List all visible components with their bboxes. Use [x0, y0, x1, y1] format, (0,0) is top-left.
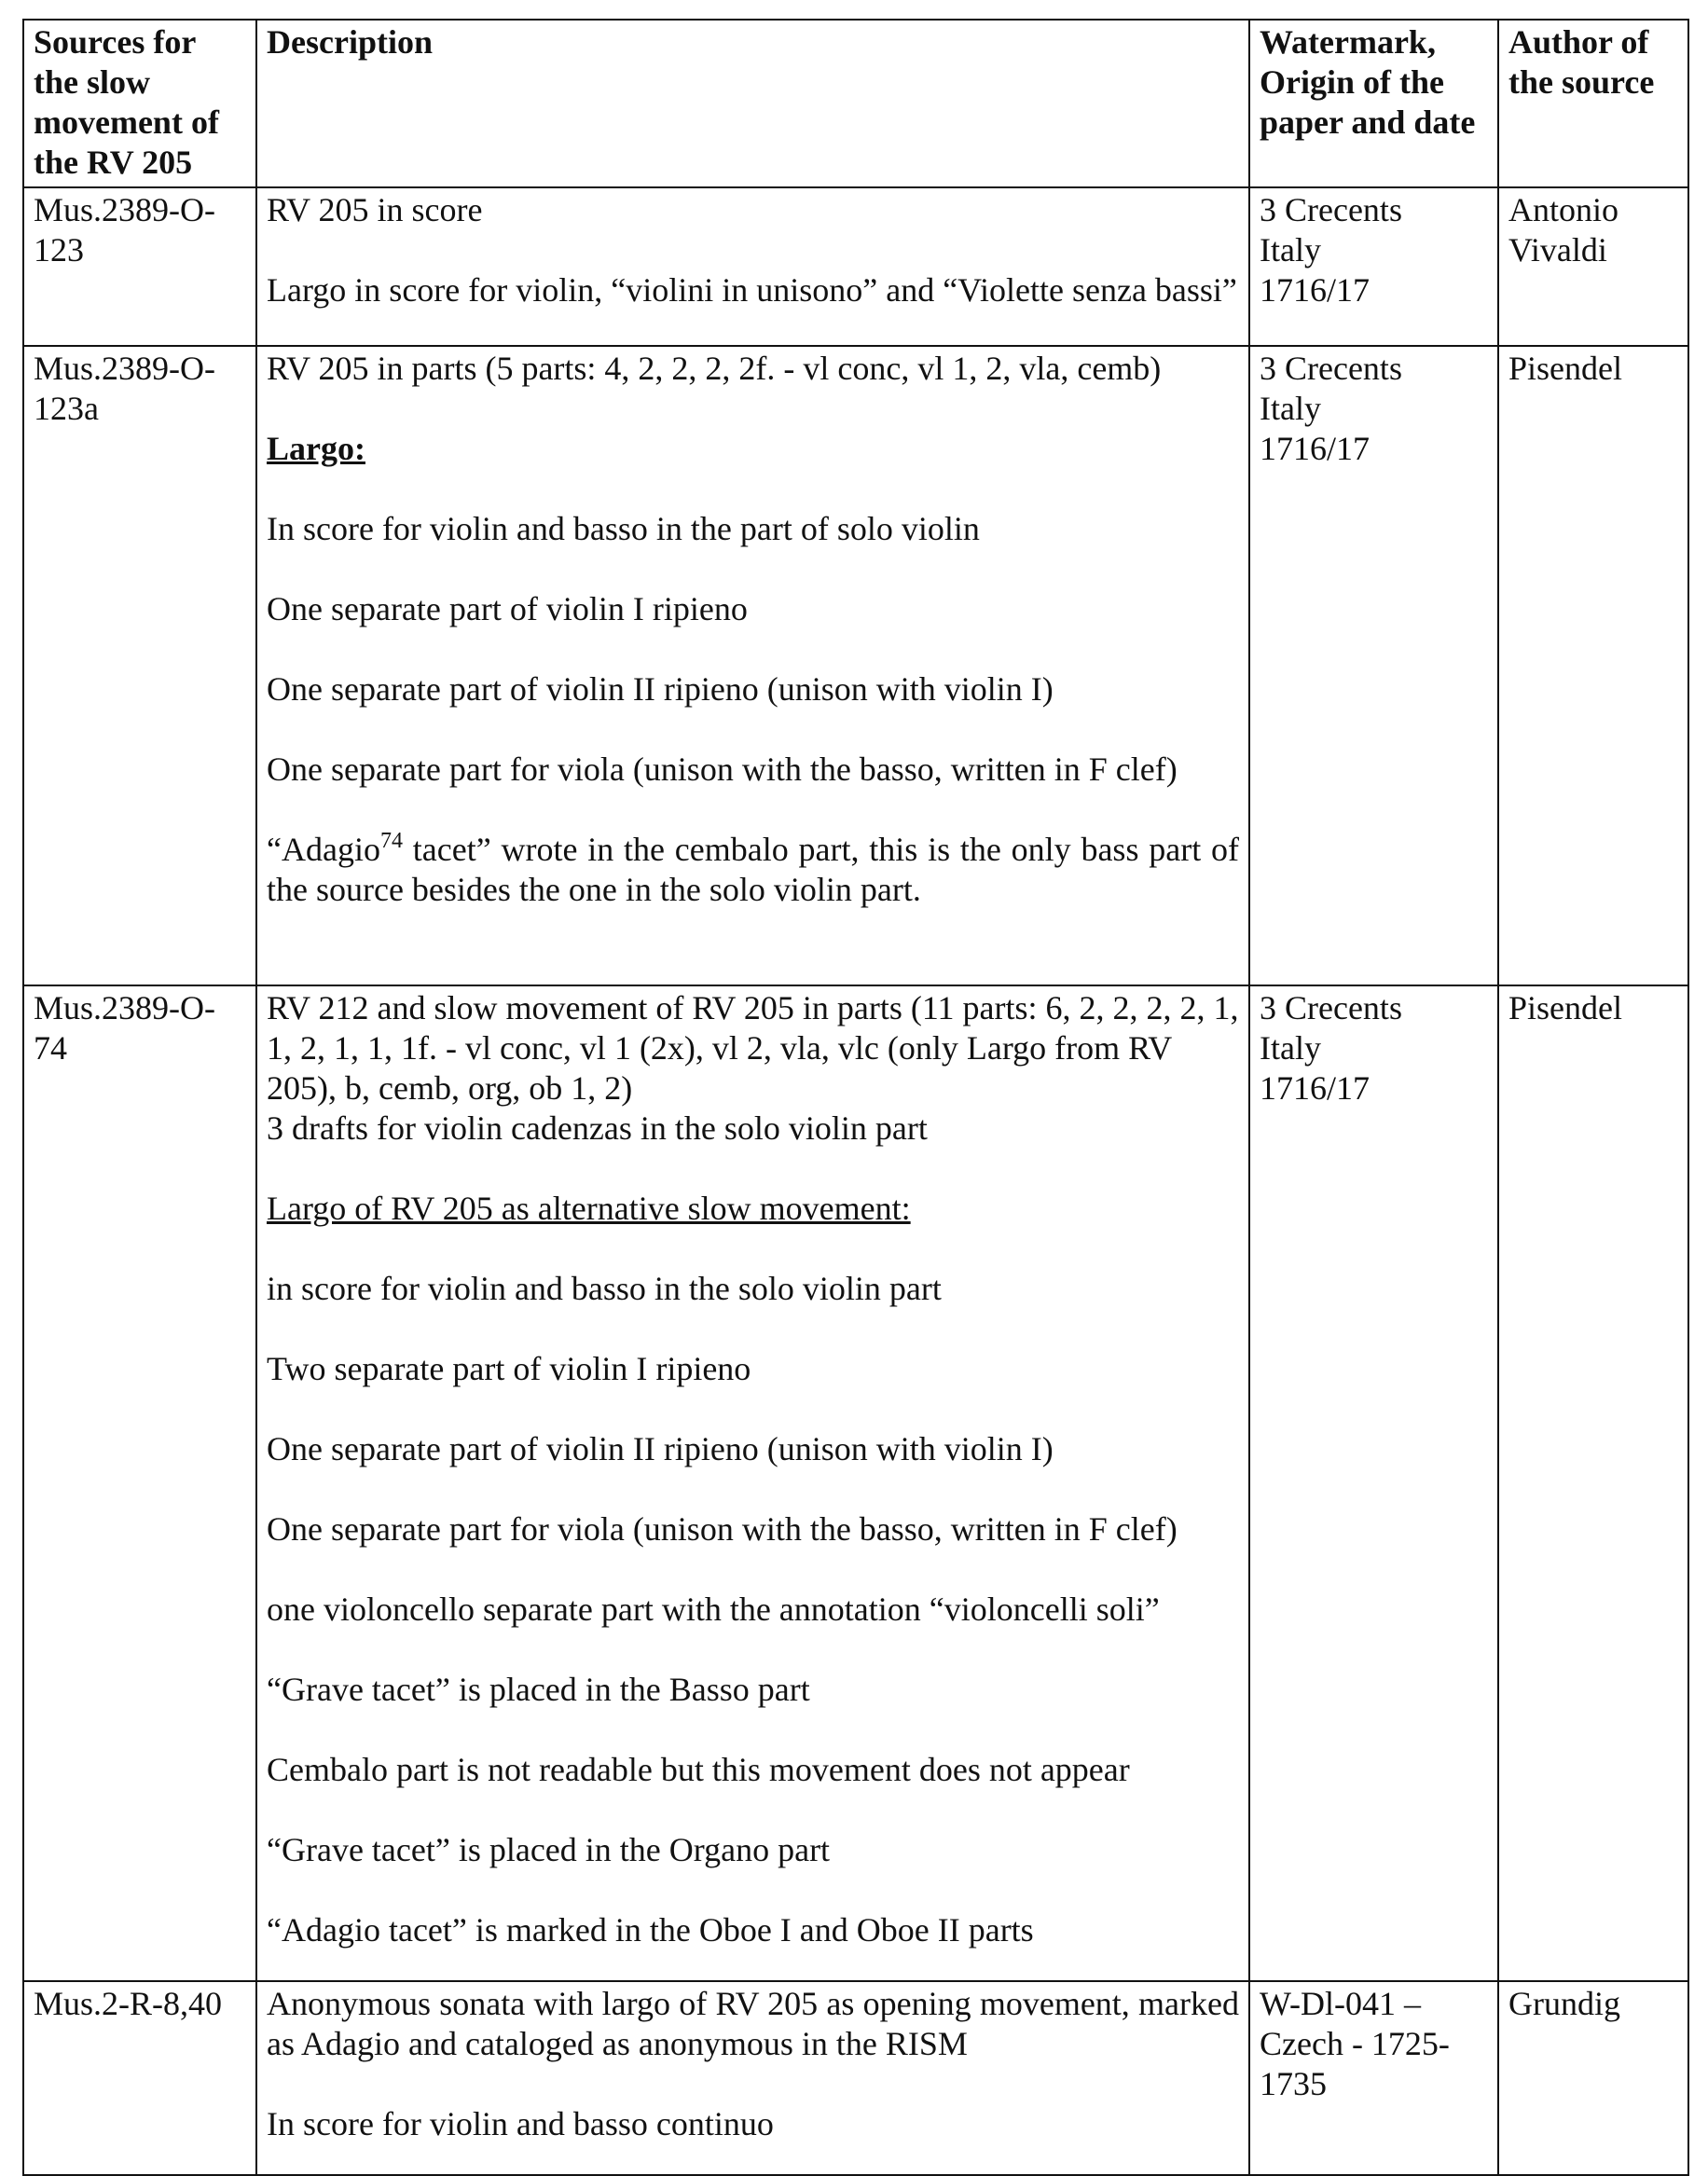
description-line [267, 830, 1239, 910]
description-line: “Grave tacet” is placed in the Basso part [267, 1671, 810, 1708]
table-header-row [23, 20, 1688, 187]
adagio-text-rest: tacet” wrote in the cembalo part, this is the only bass part of the source besides the one in the solo violin part. [267, 831, 1239, 908]
description-line: Two separate part of violin I ripieno [267, 1350, 751, 1387]
watermark-cell [1249, 985, 1498, 1981]
source-cell: Mus.2389-O-123a [23, 346, 256, 985]
description-line: RV 205 in parts (5 parts: 4, 2, 2, 2, 2f. - vl conc, vl 1, 2, vla, cemb) [267, 350, 1162, 387]
footnote-marker: 74 [379, 829, 403, 853]
watermark-line: Italy [1260, 231, 1321, 269]
description-line: One separate part of violin II ripieno (unison with violin I) [267, 670, 1054, 708]
table-row [23, 187, 1688, 346]
watermark-line: 3 Crecents [1260, 191, 1402, 228]
adagio-text: “Adagio [267, 831, 380, 868]
author-cell: Antonio Vivaldi [1498, 187, 1688, 346]
author-cell: Grundig [1498, 1981, 1688, 2175]
description-line: One separate part of violin I ripieno [267, 590, 748, 627]
description-line: One separate part of violin II ripieno (unison with violin I) [267, 1430, 1054, 1467]
description-line: Anonymous sonata with largo of RV 205 as opening movement, marked as Adagio and cataloged as anonymous in the RISM [267, 1985, 1239, 2062]
description-heading: Largo: [267, 430, 365, 467]
description-cell [256, 1981, 1249, 2175]
description-line: “Grave tacet” is placed in the Organo part [267, 1831, 831, 1868]
header-sources: Sources for the slow movement of the RV 205 [23, 20, 256, 187]
description-line: Largo in score for violin, “violini in unisono” and “Violette senza bassi” [267, 271, 1237, 309]
description-line: 3 drafts for violin cadenzas in the solo violin part [267, 1109, 928, 1147]
watermark-line: 1716/17 [1260, 271, 1371, 309]
description-cell [256, 187, 1249, 346]
source-cell: Mus.2389-O-123 [23, 187, 256, 346]
header-description: Description [256, 20, 1249, 187]
description-line: In score for violin and basso continuo [267, 2105, 774, 2142]
description-line: One separate part for viola (unison with the basso, written in F clef) [267, 1510, 1178, 1548]
description-line: “Adagio tacet” is marked in the Oboe I and Oboe II parts [267, 1911, 1034, 1949]
description-cell [256, 346, 1249, 985]
watermark-line: 3 Crecents [1260, 350, 1402, 387]
table-row [23, 346, 1688, 985]
description-line: One separate part for viola (unison with the basso, written in F clef) [267, 751, 1178, 788]
watermark-cell [1249, 346, 1498, 985]
table-row [23, 1981, 1688, 2175]
author-cell: Pisendel [1498, 985, 1688, 1981]
watermark-line: Italy [1260, 390, 1321, 427]
watermark-cell: W-Dl-041 – Czech - 1725-1735 [1249, 1981, 1498, 2175]
source-cell: Mus.2389-O-74 [23, 985, 256, 1981]
watermark-cell [1249, 187, 1498, 346]
description-heading: Largo of RV 205 as alternative slow movement: [267, 1190, 911, 1227]
description-line: Cembalo part is not readable but this movement does not appear [267, 1751, 1130, 1788]
description-line: one violoncello separate part with the annotation “violoncelli soli” [267, 1591, 1160, 1628]
description-line: in score for violin and basso in the solo violin part [267, 1270, 942, 1307]
description-cell [256, 985, 1249, 1981]
watermark-line: 3 Crecents [1260, 989, 1402, 1026]
header-watermark: Watermark, Origin of the paper and date [1249, 20, 1498, 187]
table-row [23, 985, 1688, 1981]
description-line: In score for violin and basso in the part of solo violin [267, 510, 980, 547]
author-cell: Pisendel [1498, 346, 1688, 985]
header-author: Author of the source [1498, 20, 1688, 187]
source-cell: Mus.2-R-8,40 [23, 1981, 256, 2175]
watermark-line: Italy [1260, 1029, 1321, 1067]
sources-table [22, 19, 1689, 2176]
description-line: RV 205 in score [267, 191, 483, 228]
description-line: RV 212 and slow movement of RV 205 in parts (11 parts: 6, 2, 2, 2, 2, 1, 1, 2, 1, 1, 1f. - vl conc, vl 1 (2x), vl 2, vla, vlc (only Largo from RV 205), b, cemb, org, ob 1, 2) [267, 989, 1239, 1107]
watermark-line: 1716/17 [1260, 1069, 1371, 1107]
watermark-line: 1716/17 [1260, 430, 1371, 467]
